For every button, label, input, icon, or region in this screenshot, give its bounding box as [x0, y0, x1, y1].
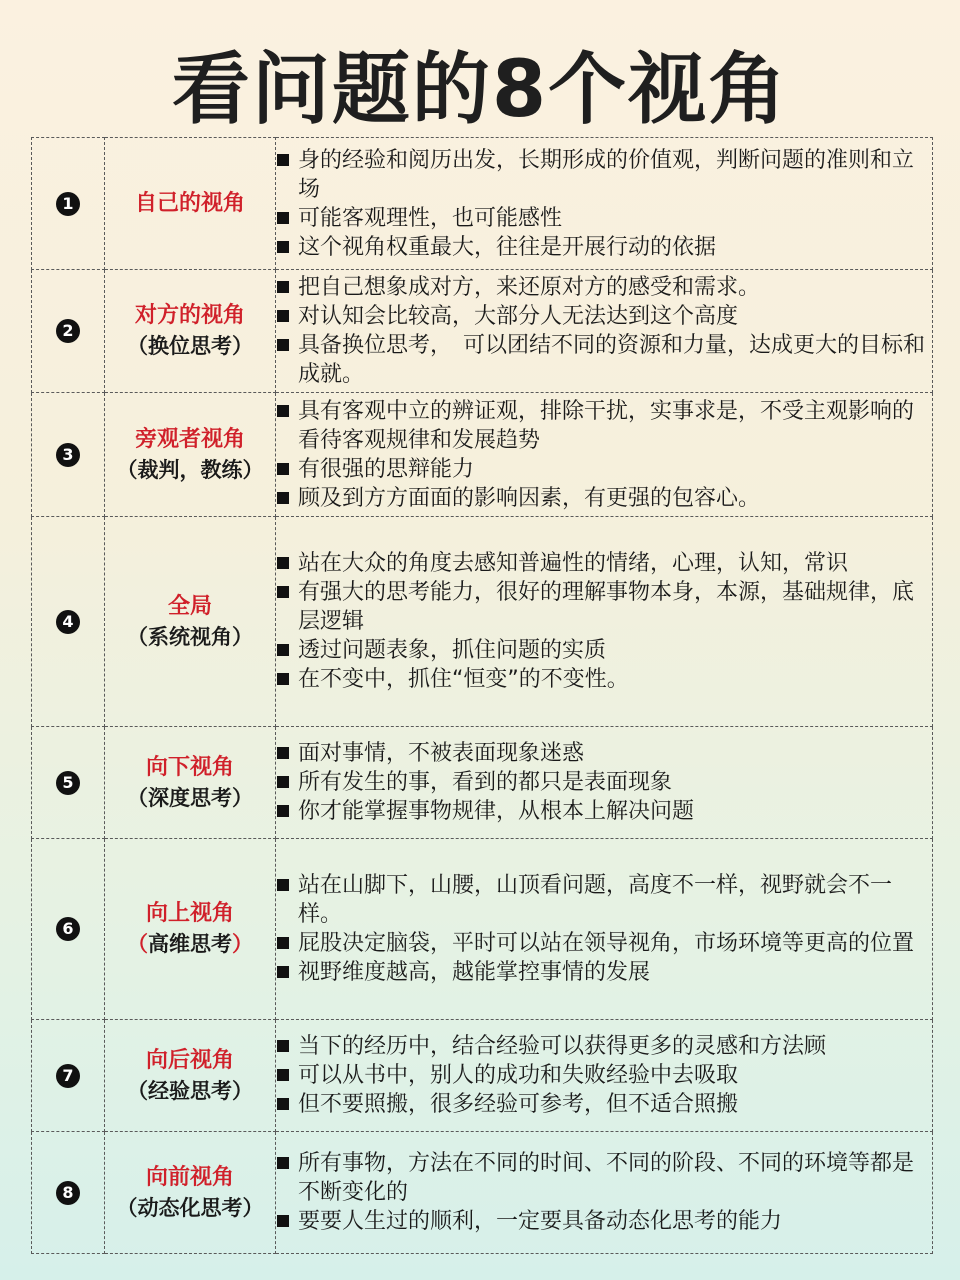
- row-number-cell: [32, 839, 105, 1020]
- perspective-name-cell: [105, 270, 276, 393]
- list-item: 站在大众的角度去感知普遍性的情绪，心理，认知，常识: [276, 549, 932, 578]
- paren-close: ）: [232, 932, 253, 956]
- perspective-name: 全局: [167, 593, 212, 619]
- table-row: [32, 393, 933, 517]
- row-number: 1: [56, 192, 80, 216]
- row-number-cell: [32, 1132, 105, 1254]
- perspective-subtitle: （换位思考）: [127, 334, 253, 358]
- list-item: 屁股决定脑袋，平时可以站在领导视角，市场环境等更高的位置: [276, 929, 932, 958]
- row-number-cell: [32, 270, 105, 393]
- points-cell: [276, 727, 933, 839]
- perspective-subtitle: （深度思考）: [127, 785, 253, 810]
- points-cell: [276, 517, 933, 727]
- perspective-name: 对方的视角: [134, 303, 245, 328]
- list-item: 有强大的思考能力，很好的理解事物本身，本源，基础规律，底层逻辑: [276, 578, 932, 636]
- perspective-name-cell: [105, 839, 276, 1020]
- perspective-name-cell: [105, 138, 276, 270]
- perspective-name-cell: [105, 727, 276, 839]
- points-list: [276, 739, 932, 826]
- points-list: [276, 1149, 932, 1236]
- list-item: 可以从书中，别人的成功和失败经验中去吸取: [276, 1061, 932, 1090]
- table-row: [32, 517, 933, 727]
- list-item: 身的经验和阅历出发，长期形成的价值观，判断问题的准则和立场: [276, 146, 932, 204]
- list-item: 透过问题表象，抓住问题的实质: [276, 636, 932, 665]
- perspective-subtitle: （经验思考）: [127, 1078, 253, 1103]
- list-item: 具备换位思考， 可以团结不同的资源和力量，达成更大的目标和成就。: [276, 331, 932, 389]
- perspective-name-cell: [105, 393, 276, 517]
- perspective-subtitle: （系统视角）: [127, 624, 253, 649]
- perspective-name: 向下视角: [145, 754, 234, 780]
- table-row: [32, 138, 933, 270]
- row-number: 3: [56, 443, 80, 467]
- list-item: 所有事物，方法在不同的时间、不同的阶段、不同的环境等都是不断变化的: [276, 1149, 932, 1207]
- list-item: 对认知会比较高，大部分人无法达到这个高度: [276, 302, 932, 331]
- list-item: 把自己想象成对方，来还原对方的感受和需求。: [276, 273, 932, 302]
- paren-open: （: [127, 932, 148, 956]
- perspective-name-cell: [105, 517, 276, 727]
- table-row: [32, 1020, 933, 1132]
- row-number: 2: [56, 319, 80, 343]
- list-item: 顾及到方方面面的影响因素，有更强的包容心。: [276, 484, 932, 513]
- points-cell: [276, 1020, 933, 1132]
- list-item: 有很强的思辩能力: [276, 455, 932, 484]
- perspective-name: 旁观者视角: [134, 426, 245, 452]
- row-number: 6: [56, 917, 80, 941]
- perspective-name: 自己的视角: [134, 190, 245, 216]
- perspective-subtitle: [105, 929, 275, 959]
- list-item: 你才能掌握事物规律，从根本上解决问题: [276, 797, 932, 826]
- perspective-name: 向上视角: [145, 901, 234, 926]
- table-row: [32, 270, 933, 393]
- perspective-subtitle: （动态化思考）: [116, 1195, 264, 1220]
- table-row: [32, 727, 933, 839]
- row-number-cell: [32, 517, 105, 727]
- list-item: 这个视角权重最大，往往是开展行动的依据: [276, 233, 932, 262]
- points-list: [276, 273, 932, 389]
- list-item: 视野维度越高，越能掌控事情的发展: [276, 958, 932, 987]
- perspective-name: 向前视角: [145, 1164, 234, 1190]
- points-cell: [276, 138, 933, 270]
- perspectives-table: [31, 137, 933, 1254]
- row-number: 7: [56, 1064, 80, 1088]
- list-item: 当下的经历中，结合经验可以获得更多的灵感和方法顾: [276, 1032, 932, 1061]
- points-list: [276, 146, 932, 262]
- list-item: 可能客观理性，也可能感性: [276, 204, 932, 233]
- row-number-cell: [32, 393, 105, 517]
- row-number: 4: [56, 610, 80, 634]
- points-cell: [276, 839, 933, 1020]
- list-item: 要要人生过的顺利，一定要具备动态化思考的能力: [276, 1207, 932, 1236]
- row-number-cell: [32, 1020, 105, 1132]
- perspective-name-cell: [105, 1132, 276, 1254]
- subtitle-text: 高维思考: [148, 932, 232, 956]
- list-item: 具有客观中立的辨证观，排除干扰，实事求是，不受主观影响的看待客观规律和发展趋势: [276, 397, 932, 455]
- points-list: [276, 397, 932, 513]
- list-item: 但不要照搬，很多经验可参考，但不适合照搬: [276, 1090, 932, 1119]
- row-number: 5: [56, 771, 80, 795]
- points-list: [276, 1032, 932, 1119]
- points-list: [276, 871, 932, 987]
- row-number-cell: [32, 727, 105, 839]
- points-cell: [276, 393, 933, 517]
- row-number: 8: [56, 1181, 80, 1205]
- perspective-name-cell: [105, 1020, 276, 1132]
- points-list: [276, 549, 932, 694]
- list-item: 站在山脚下，山腰，山顶看问题，高度不一样，视野就会不一样。: [276, 871, 932, 929]
- table-row: [32, 839, 933, 1020]
- table-row: [32, 1132, 933, 1254]
- perspective-subtitle: （裁判，教练）: [116, 457, 264, 482]
- list-item: 所有发生的事，看到的都只是表面现象: [276, 768, 932, 797]
- list-item: 在不变中，抓住“恒变”的不变性。: [276, 665, 932, 694]
- perspective-name: 向后视角: [145, 1047, 234, 1073]
- page-title: 看问题的8个视角: [171, 45, 789, 135]
- points-cell: [276, 270, 933, 393]
- list-item: 面对事情，不被表面现象迷惑: [276, 739, 932, 768]
- points-cell: [276, 1132, 933, 1254]
- row-number-cell: [32, 138, 105, 270]
